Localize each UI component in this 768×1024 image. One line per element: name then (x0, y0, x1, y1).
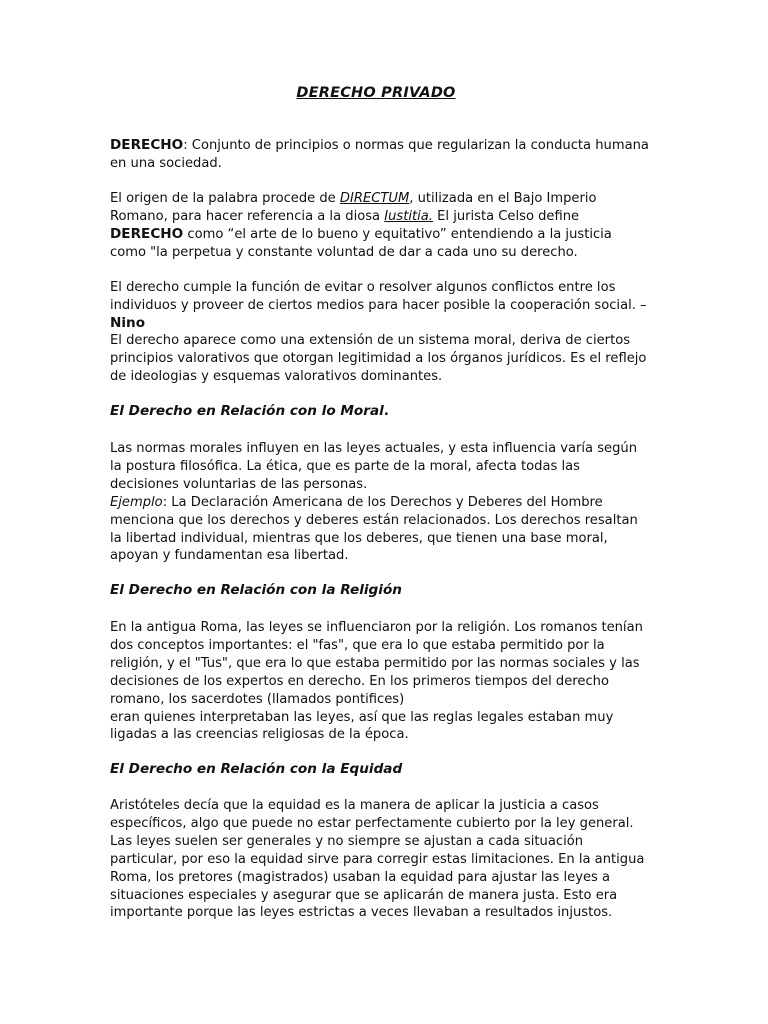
paragraph-definition (110, 137, 650, 173)
paragraph-religion (110, 619, 650, 744)
origin-text-3: El jurista Celso define (432, 208, 580, 224)
heading-moral-text: El Derecho en Relación con lo Moral (110, 403, 384, 419)
paragraph-origin (110, 190, 650, 262)
word-directum: DIRECTUM (339, 191, 410, 206)
document-title: DERECHO PRIVADO (296, 85, 456, 101)
paragraph-equidad (110, 797, 650, 922)
term-derecho-2: DERECHO (110, 225, 184, 242)
author-nino: Nino (110, 314, 146, 331)
example-text: : La Declaración Americana de los Derechos y Deberes del Hombre menciona que los derechos y deberes están relacionados. Los derechos resaltan la libertad individual, mientras que los deberes, que tienen una base moral, apoyan y fundamentan esa libertad. (110, 494, 638, 564)
term-derecho: DERECHO (110, 137, 184, 153)
paragraph-function (110, 279, 650, 333)
equidad-text: Aristóteles decía que la equidad es la manera de aplicar la justicia a casos específicos, algo que puede no estar perfectamente cubierto por la ley general. Las leyes suelen ser generales y no siempre se ajustan a cada situación particular, por eso la equidad sirve para corregir estas limitaciones. En la antigua Roma, los pretores (magistrados) usaban la equidad para ajustar las leyes a situaciones especiales y asegurar que se aplicarán de manera justa. Esto era importante porque las leyes estrictas a veces llevaban a resultados injustos. (110, 798, 645, 921)
heading-religion: El Derecho en Relación con la Religión (110, 582, 402, 598)
paragraph-moral-extension (110, 332, 650, 386)
origin-text-2: , utilizada en el Bajo Imperio Romano, para hacer referencia a la diosa (110, 191, 597, 224)
origin-text-1: El origen de la palabra procede de (110, 191, 340, 206)
religion-text-2: eran quienes interpretaban las leyes, así que las reglas legales estaban muy ligadas a las creencias religiosas de la época. (110, 709, 614, 743)
religion-text: En la antigua Roma, las leyes se influenciaron por la religión. Los romanos tenían dos conceptos importantes: el "fas", que era lo que estaba permitido por la religión, y el "Tus", que era lo que estaba permitido por las normas sociales y las decisiones de los expertos en derecho. En los primeros tiempos del derecho romano, los sacerdotes (llamados pontifices) (110, 620, 643, 707)
heading-equidad: El Derecho en Relación con la Equidad (110, 761, 403, 777)
origin-text-4: como “el arte de lo bueno y equitativo” entendiendo a la justicia como "la perpetua y constante voluntad de dar a cada uno su derecho. (110, 226, 612, 260)
heading-moral (110, 403, 389, 419)
moral-text: Las normas morales influyen en las leyes actuales, y esta influencia varía según la postura filosófica. La ética, que es parte de la moral, afecta todas las decisiones voluntarias de las personas. (110, 441, 638, 492)
definition-text: : Conjunto de principios o normas que regularizan la conducta humana en una sociedad. (110, 138, 649, 171)
heading-moral-dot: . (383, 403, 389, 419)
word-iustitia: Iustitia. (384, 208, 433, 224)
function-text: El derecho cumple la función de evitar o resolver algunos conflictos entre los individuos y proveer de ciertos medios para hacer posible la cooperación social. – (110, 280, 647, 313)
moral-extension-text: El derecho aparece como una extensión de un sistema moral, deriva de ciertos principios valorativos que otorgan legitimidad a los órganos jurídicos. Es el reflejo de ideologias y esquemas valorativos dominantes. (110, 333, 647, 384)
label-ejemplo: Ejemplo (110, 494, 163, 510)
paragraph-moral (110, 440, 650, 565)
